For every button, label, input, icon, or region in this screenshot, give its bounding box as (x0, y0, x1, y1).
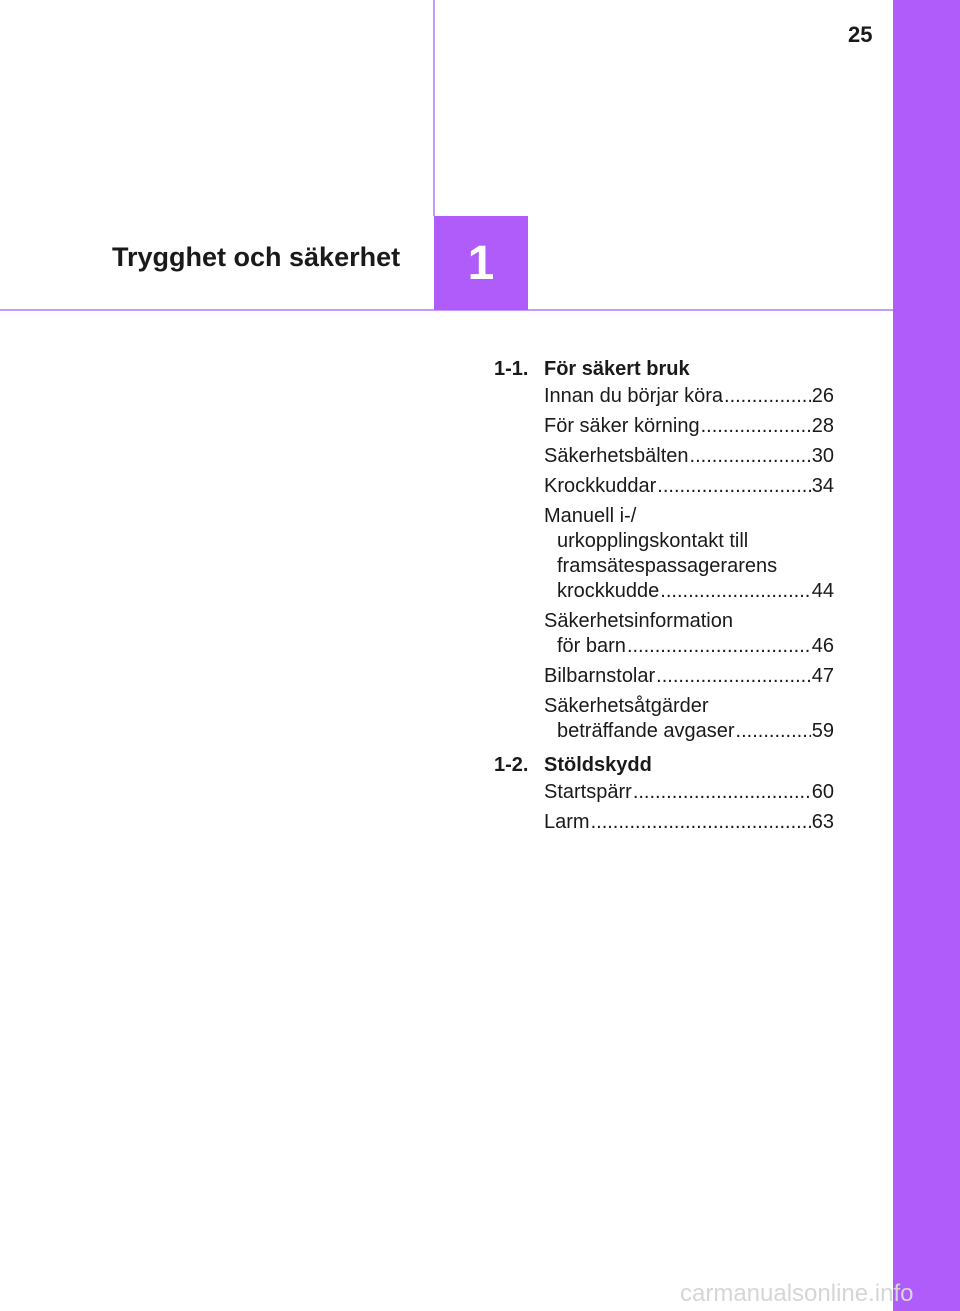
toc-entry-text: krockkudde (557, 580, 660, 602)
toc-section (494, 354, 834, 744)
toc-entry[interactable] (544, 780, 834, 805)
toc-entry-page: 34 (811, 475, 834, 497)
toc-section-title: För säkert bruk (544, 358, 690, 380)
toc-entry[interactable] (544, 444, 834, 469)
toc-entry-page: 30 (811, 445, 834, 467)
toc-entry-page: 60 (811, 781, 834, 803)
chapter-title: Trygghet och säkerhet (112, 242, 401, 272)
toc-entry-text: beträffande avgaser (557, 720, 735, 742)
toc-leader-dots (660, 579, 810, 604)
toc-entry-text: Startspärr (544, 781, 632, 803)
toc-section-heading (494, 750, 834, 780)
toc-entry-page: 63 (811, 811, 834, 833)
toc-entry-text: Säkerhetsbälten (544, 445, 689, 467)
toc-entry-page: 47 (811, 665, 834, 687)
vertical-rule (433, 0, 435, 216)
toc-section-heading (494, 354, 834, 384)
toc-entry-text: Säkerhetsåtgärder (544, 695, 709, 717)
toc-entry-text: Manuell i-/ (544, 505, 637, 527)
toc-leader-dots (627, 634, 811, 659)
toc-entry-text: Krockkuddar (544, 475, 657, 497)
toc-entry[interactable] (544, 694, 834, 744)
toc-leader-dots (701, 414, 811, 439)
toc-leader-dots (736, 719, 811, 744)
toc-leader-dots (724, 384, 811, 409)
table-of-contents (494, 354, 834, 841)
toc-entry-page: 28 (811, 415, 834, 437)
toc-entry[interactable] (544, 504, 834, 604)
toc-entry[interactable] (544, 664, 834, 689)
chapter-number-box (434, 216, 528, 310)
toc-leader-dots (656, 664, 811, 689)
toc-leader-dots (591, 810, 811, 835)
toc-section-number: 1-1. (494, 358, 529, 380)
toc-entry[interactable] (544, 609, 834, 659)
toc-entry-page: 44 (811, 580, 834, 602)
toc-entry[interactable] (544, 414, 834, 439)
toc-entry-text: Innan du börjar köra (544, 385, 724, 407)
toc-section-title: Stöldskydd (544, 754, 652, 776)
toc-entry-text: Larm (544, 811, 590, 833)
toc-entry-text: urkopplingskontakt till (557, 530, 749, 552)
chapter-number: 1 (467, 236, 495, 290)
toc-leader-dots (633, 780, 811, 805)
toc-entry-text: framsätespassagerarens (557, 555, 778, 577)
page-number: 25 (848, 22, 873, 47)
toc-entry-text: För säker körning (544, 415, 700, 437)
toc-entry[interactable] (544, 474, 834, 499)
toc-entry-page: 26 (811, 385, 834, 407)
watermark: carmanualsonline.info (680, 1280, 914, 1307)
toc-entry-page: 59 (811, 720, 834, 742)
toc-entry[interactable] (544, 384, 834, 409)
toc-entry-page: 46 (811, 635, 834, 657)
toc-section-number: 1-2. (494, 754, 529, 776)
toc-section (494, 750, 834, 835)
toc-entry-text: Bilbarnstolar (544, 665, 656, 687)
toc-entry-text: Säkerhetsinformation (544, 610, 733, 632)
toc-leader-dots (690, 444, 811, 469)
toc-entry-text: för barn (557, 635, 626, 657)
chapter-side-tab (893, 0, 960, 1311)
toc-leader-dots (657, 474, 810, 499)
toc-entry[interactable] (544, 810, 834, 835)
